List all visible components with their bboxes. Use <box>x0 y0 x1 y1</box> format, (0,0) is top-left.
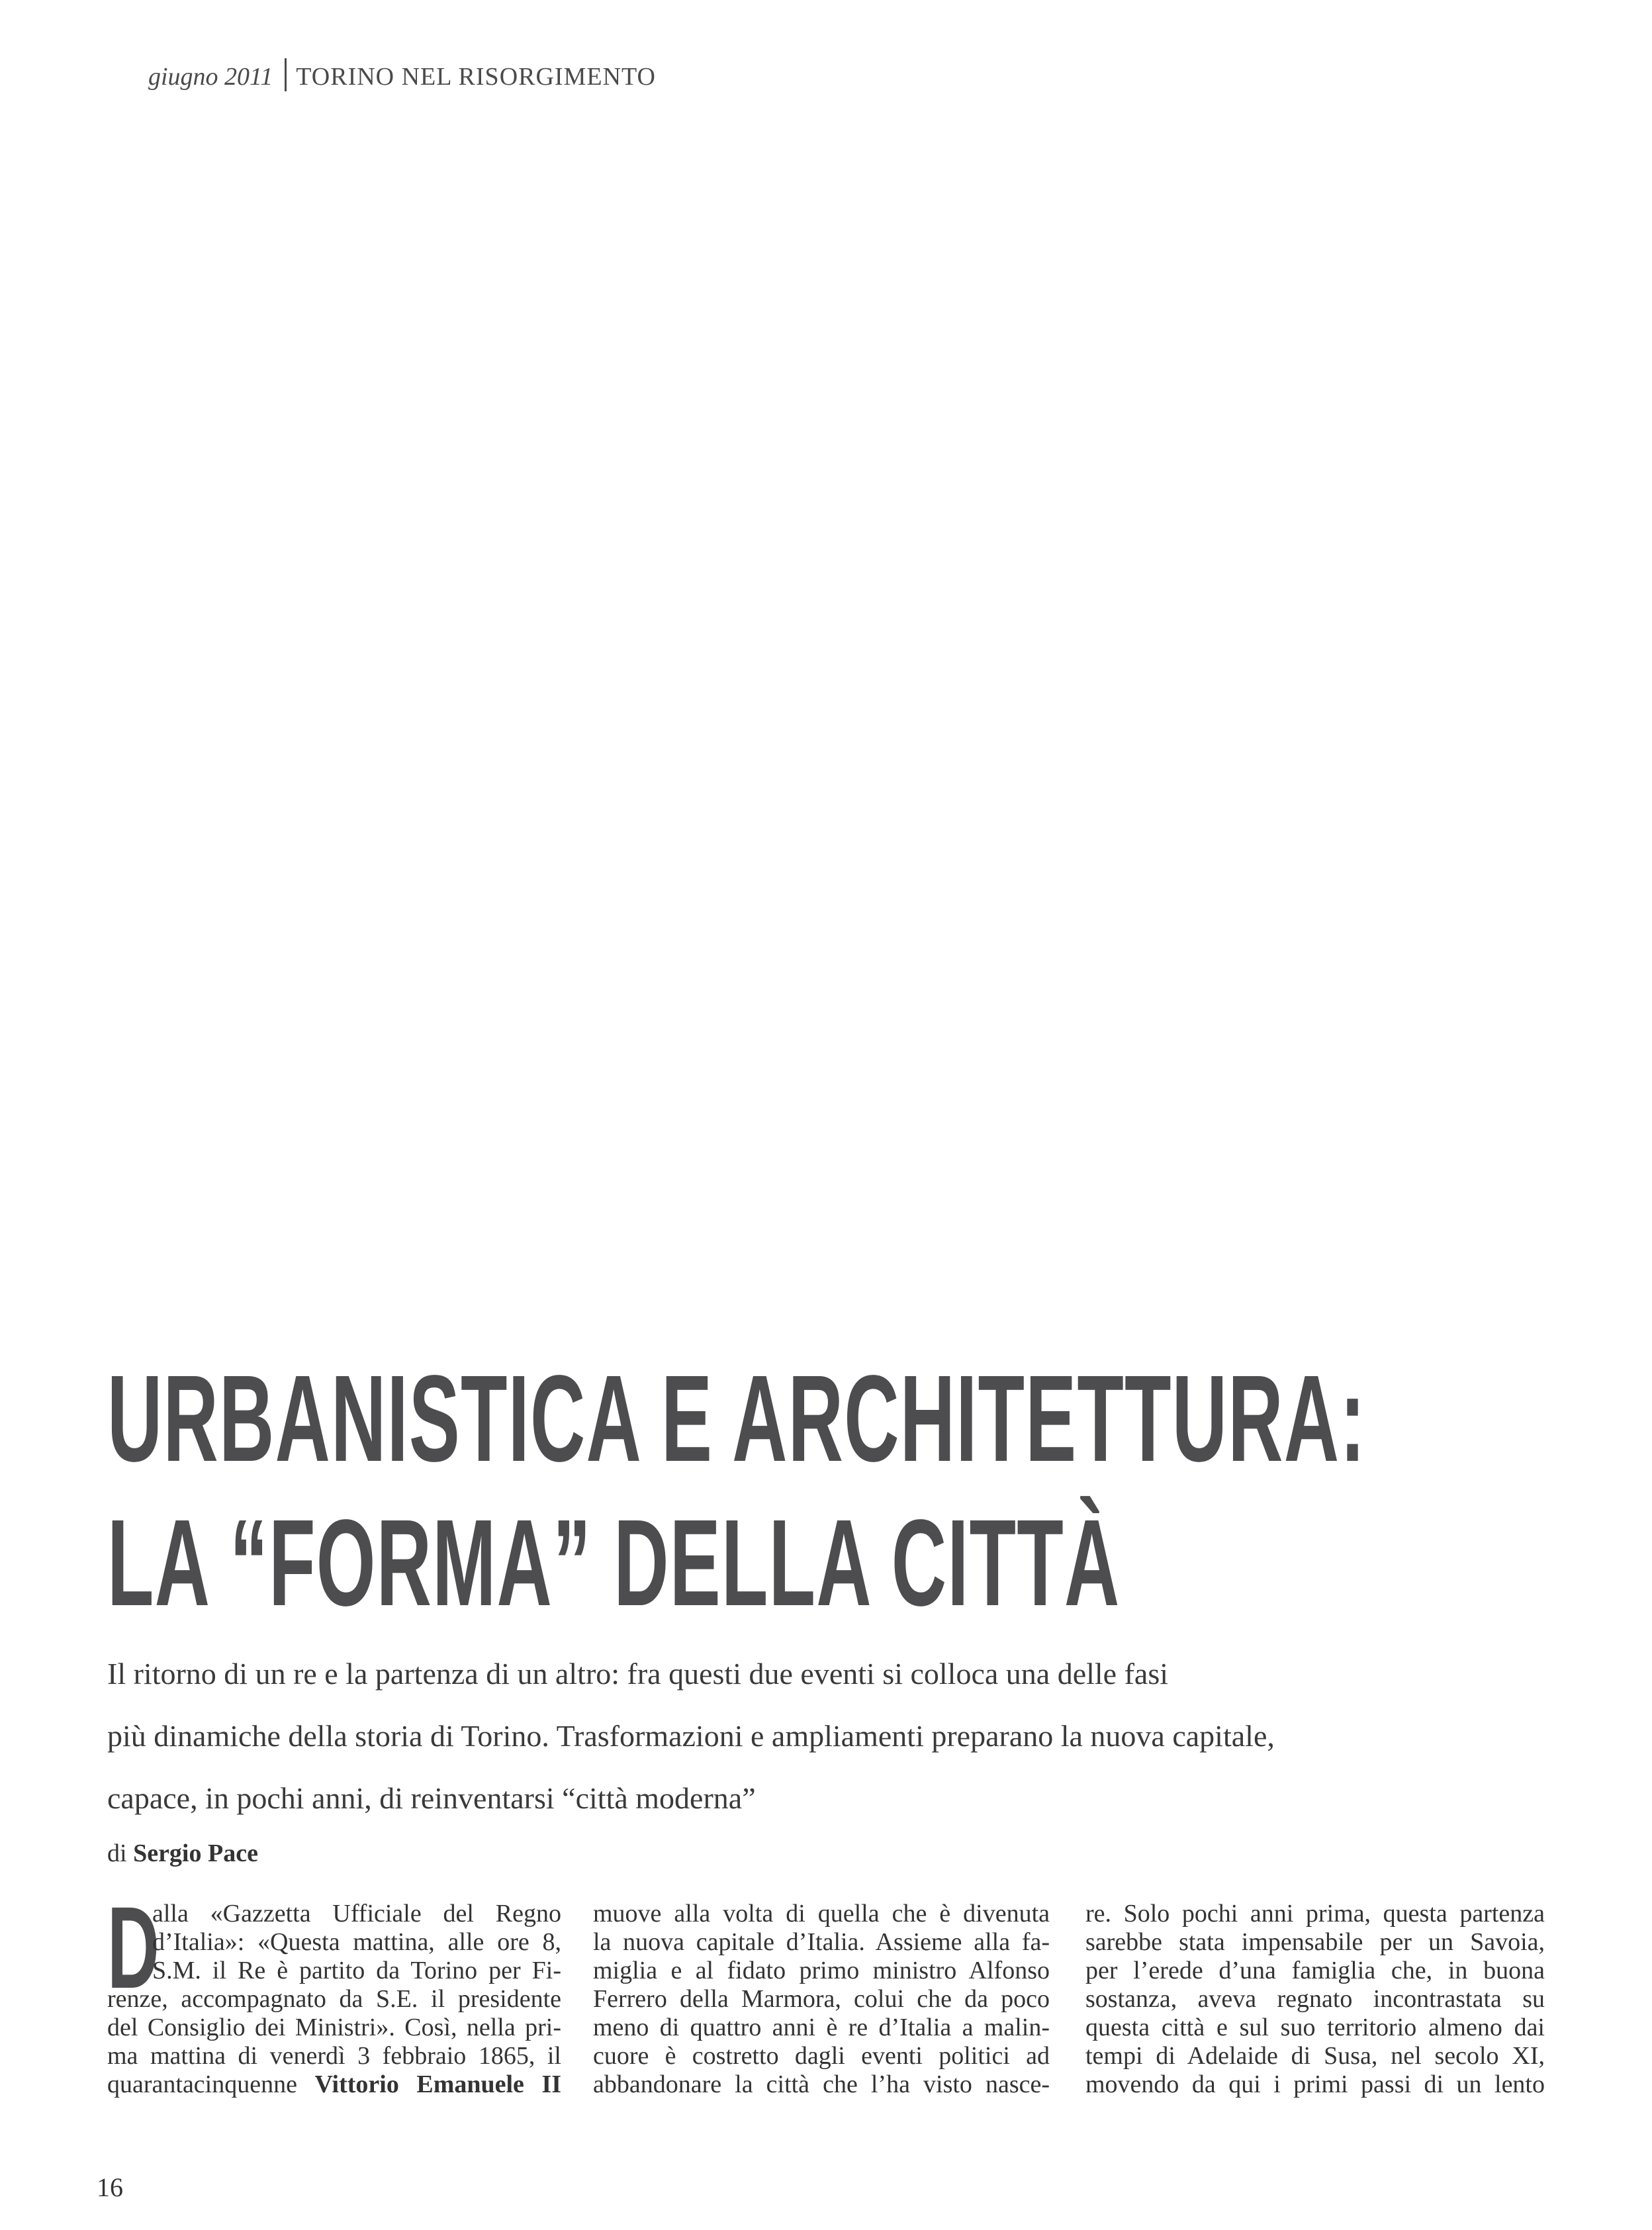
body-line: ma mattina di venerdì 3 febbraio 1865, il <box>107 2042 561 2070</box>
body-column-3 <box>1085 1900 1545 2099</box>
drop-cap: D <box>107 1883 160 2013</box>
lead-line-3: capace, in pochi anni, di reinventarsi “città moderna” <box>107 1781 756 1815</box>
body-line: abbandonare la città che l’ha visto nasce- <box>593 2070 1050 2098</box>
lead-line-2: più dinamiche della storia di Torino. Trasformazioni e ampliamenti preparano la nuova capitale, <box>107 1719 1275 1753</box>
byline-prefix: di <box>107 1839 127 1867</box>
body-line: questa città e sul suo territorio almeno dai <box>1085 2014 1545 2041</box>
body-column-1 <box>107 1883 561 2099</box>
body-line: renze, accompagnato da S.E. il presidente <box>107 1985 561 2013</box>
body-line: movendo da qui i primi passi di un lento <box>1085 2070 1545 2098</box>
body-line: sostanza, aveva regnato incontrastata su <box>1085 1985 1545 2013</box>
body-column-2 <box>593 1900 1050 2099</box>
body-line: del Consiglio dei Ministri». Così, nella pri- <box>107 2014 561 2041</box>
header-divider <box>285 58 287 91</box>
body-line: la nuova capitale d’Italia. Assieme alla fa- <box>593 1928 1050 1956</box>
article-title-line-1: URBANISTICA E ARCHITETTURA: <box>107 1350 1366 1487</box>
section-title: TORINO NEL RISORGIMENTO <box>296 63 656 91</box>
body-line: miglia e al fidato primo ministro Alfonso <box>593 1957 1050 1984</box>
body-line: cuore è costretto dagli eventi politici ad <box>593 2042 1050 2070</box>
body-line: S.M. il Re è partito da Torino per Fi- <box>152 1957 561 1984</box>
article-lead <box>107 1643 1596 1830</box>
author-name: Sergio Pace <box>133 1839 258 1867</box>
article-title-line-2: LA “FORMA” DELLA CITTÀ <box>107 1495 1121 1632</box>
body-line: meno di quattro anni è re d’Italia a malin- <box>593 2014 1050 2041</box>
issue-date: giugno 2011 <box>148 63 273 91</box>
body-line: Ferrero della Marmora, colui che da poco <box>593 1985 1050 2013</box>
body-line-with-name <box>107 2070 561 2099</box>
byline <box>107 1835 258 1872</box>
body-line: sarebbe stata impensabile per un Savoia, <box>1085 1928 1545 1956</box>
king-name: Vittorio Emanuele II <box>314 2070 561 2098</box>
body-line: per l’erede d’una famiglia che, in buona <box>1085 1957 1545 1984</box>
lead-line-1: Il ritorno di un re e la partenza di un altro: fra questi due eventi si colloca una delle fasi <box>107 1657 1169 1691</box>
body-line: tempi di Adelaide di Susa, nel secolo XI, <box>1085 2042 1545 2070</box>
running-header <box>148 58 656 95</box>
body-line-text: quarantacinquenne <box>107 2070 315 2098</box>
body-line: alla «Gazzetta Ufficiale del Regno <box>152 1900 561 1928</box>
body-line: muove alla volta di quella che è divenuta <box>593 1900 1050 1928</box>
article-title <box>107 1347 1366 1636</box>
page-number: 16 <box>97 2172 123 2202</box>
body-line: re. Solo pochi anni prima, questa partenza <box>1085 1900 1545 1928</box>
body-line: d’Italia»: «Questa mattina, alle ore 8, <box>152 1928 561 1956</box>
